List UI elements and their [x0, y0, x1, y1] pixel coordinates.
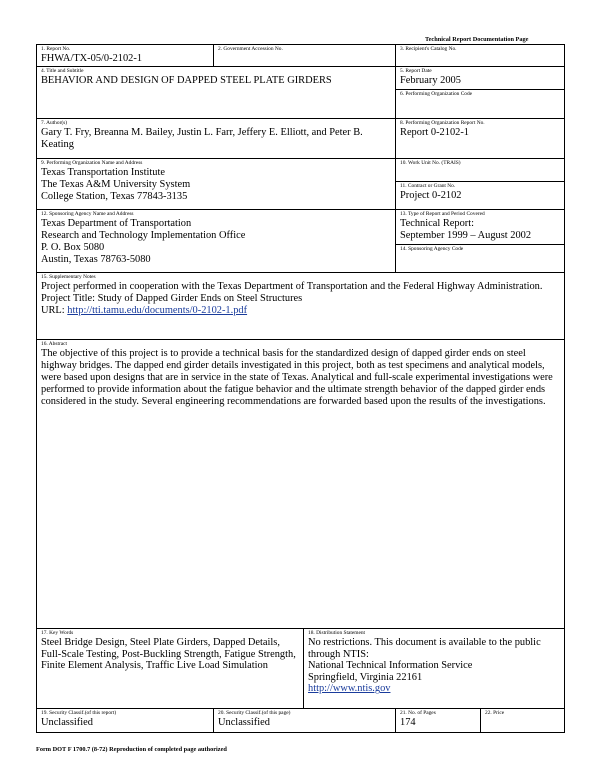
contract-grant-value: Project 0-2102: [400, 190, 462, 201]
recipient-catalog-cell: [396, 45, 565, 67]
key-words-value: Steel Bridge Design, Steel Plate Girders, Dapped Details, Full-Scale Testing, Post-Buckling Strength, Fatigue Strength, Finite Element Analysis, Traffic Live Load Simulation: [41, 637, 296, 672]
sponsoring-agency-line2: Research and Technology Implementation Office: [41, 230, 246, 241]
distribution-line3: Springfield, Virginia 22161: [308, 671, 423, 683]
report-date-label: 5. Report Date: [400, 68, 432, 74]
work-unit-cell: [396, 159, 565, 210]
num-pages-value: 174: [400, 717, 416, 728]
authors-cell: [37, 119, 396, 159]
authors-value: Gary T. Fry, Breanna M. Bailey, Justin L. Farr, Jeffery E. Elliott, and Peter B. Keating: [41, 127, 363, 150]
security-page-label: 20. Security Classif.(of this page): [218, 710, 291, 716]
authors-label: 7. Author(s): [41, 120, 68, 126]
price-label: 22. Price: [485, 710, 505, 716]
govt-accession-label: 2. Government Accession No.: [218, 46, 283, 52]
report-no-cell: [37, 45, 214, 67]
title-label: 4. Title and Subtitle: [41, 68, 84, 74]
sponsoring-agency-cell: [37, 210, 396, 273]
abstract-label: 16. Abstract: [41, 341, 68, 347]
num-pages-label: 21. No. of Pages: [400, 710, 436, 716]
key-words-cell: [37, 629, 304, 709]
performing-org-report-cell: [396, 119, 565, 159]
performing-org-report-value: Report 0-2102-1: [400, 127, 469, 138]
distribution-url-link[interactable]: http://www.ntis.gov: [308, 683, 391, 695]
documentation-form: [36, 44, 565, 733]
security-report-value: Unclassified: [41, 717, 93, 728]
supplementary-url-link[interactable]: http://tti.tamu.edu/documents/0-2102-1.pdf: [67, 305, 248, 316]
security-page-cell: [214, 709, 396, 733]
key-words-label: 17. Key Words: [41, 630, 74, 636]
sponsoring-agency-label: 12. Sponsoring Agency Name and Address: [41, 211, 134, 217]
govt-accession-cell: [214, 45, 396, 67]
supplementary-line1: Project performed in cooperation with the Texas Department of Transportation and the Federal Highway Administration.: [41, 281, 543, 292]
form-header-title: Technical Report Documentation Page: [425, 36, 529, 43]
supplementary-line2: Project Title: Study of Dapped Girder Ends on Steel Structures: [41, 293, 303, 304]
contract-grant-label: 11. Contract or Grant No.: [400, 183, 456, 189]
performing-org-line1: Texas Transportation Institute: [41, 167, 165, 178]
sponsoring-agency-line3: P. O. Box 5080: [41, 242, 105, 253]
performing-org-code-label: 6. Performing Organization Code: [400, 91, 473, 97]
report-no-value: FHWA/TX-05/0-2102-1: [41, 53, 143, 64]
distribution-cell: [304, 629, 565, 709]
performing-org-label: 9. Performing Organization Name and Address: [41, 160, 143, 166]
sponsoring-code-label: 14. Sponsoring Agency Code: [400, 246, 464, 252]
report-date-value: February 2005: [400, 75, 461, 86]
performing-org-report-label: 8. Performing Organization Report No.: [400, 120, 485, 126]
work-unit-label: 10. Work Unit No. (TRAIS): [400, 160, 461, 166]
form-footer: Form DOT F 1700.7 (8-72) Reproduction of completed page authorized: [36, 746, 227, 753]
distribution-line2: National Technical Information Service: [308, 660, 473, 672]
num-pages-cell: [396, 709, 481, 733]
report-date-cell: [396, 67, 565, 119]
distribution-label: 18. Distribution Statement: [308, 630, 366, 636]
recipient-catalog-label: 3. Recipient's Catalog No.: [400, 46, 457, 52]
supplementary-url-line: [41, 305, 561, 317]
security-report-cell: [37, 709, 214, 733]
title-value: BEHAVIOR AND DESIGN OF DAPPED STEEL PLATE GIRDERS: [41, 75, 332, 86]
security-page-value: Unclassified: [218, 717, 270, 728]
supplementary-url-prefix: URL:: [41, 305, 68, 316]
sponsoring-agency-line1: Texas Department of Transportation: [41, 218, 192, 229]
report-type-label: 13. Type of Report and Period Covered: [400, 211, 485, 217]
abstract-cell: [37, 340, 565, 629]
performing-org-cell: [37, 159, 396, 210]
report-no-label: 1. Report No.: [41, 46, 71, 52]
title-cell: [37, 67, 396, 119]
report-type-line2: September 1999 – August 2002: [400, 230, 532, 241]
price-cell: [481, 709, 565, 733]
distribution-line1: No restrictions. This document is available to the public through NTIS:: [308, 637, 541, 660]
abstract-text: The objective of this project is to provide a technical basis for the standardized design of dapped girder ends on steel highway bridges. The dapped end girder details investigated in this project, both as test specimens and analytical models, were based upon designs that are in service in the state of Texas. Analytical and full-scale experimental investigations were performed to provide information about the fatigue behavior and the ultimate strength behavior of the dapped girder ends considered in the study. Several engineering recommendations are forwarded based upon the results of the investigations.: [41, 348, 553, 407]
work-unit-value: [400, 167, 561, 179]
report-type-cell: [396, 210, 565, 273]
performing-org-line3: College Station, Texas 77843-3135: [41, 191, 188, 202]
supplementary-label: 15. Supplementary Notes: [41, 274, 96, 280]
sponsoring-agency-line4: Austin, Texas 78763-5080: [41, 254, 151, 265]
report-type-line1: Technical Report:: [400, 218, 475, 229]
supplementary-cell: [37, 273, 565, 340]
security-report-label: 19. Security Classif.(of this report): [41, 710, 117, 716]
performing-org-line2: The Texas A&M University System: [41, 179, 191, 190]
